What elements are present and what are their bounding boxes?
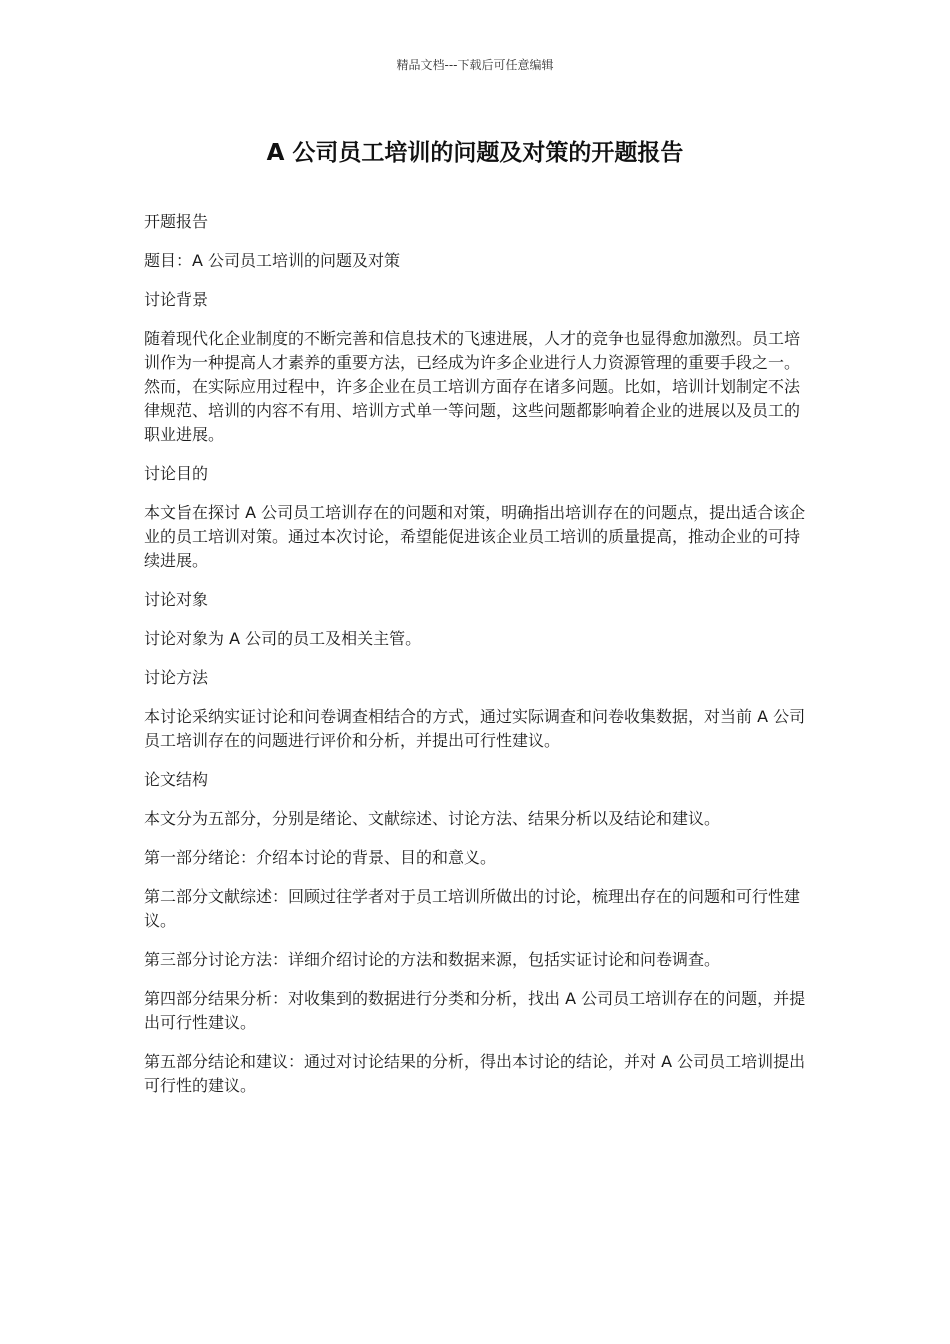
part-four-paragraph: 第四部分结果分析：对收集到的数据进行分类和分析，找出 A 公司员工培训存在的问题，并提出可行性建议。 [144, 989, 806, 1032]
section-heading-purpose: 讨论目的 [144, 464, 209, 483]
part-five-paragraph: 第五部分结论和建议：通过对讨论结果的分析，得出本讨论的结论，并对 A 公司员工培训提出可行性的建议。 [144, 1052, 806, 1095]
topic-line: 题目：A 公司员工培训的问题及对策 [144, 251, 401, 270]
document-title: A 公司员工培训的问题及对策的开题报告 [266, 140, 684, 166]
header-note: 精品文档---下载后可任意编辑 [396, 58, 554, 72]
purpose-paragraph: 本文旨在探讨 A 公司员工培训存在的问题和对策，明确指出培训存在的问题点，提出适合该企业的员工培训对策。通过本次讨论，希望能促进该企业员工培训的质量提高，推动企业的可持续进展。 [144, 503, 806, 570]
section-heading-structure: 论文结构 [144, 770, 209, 789]
section-heading-method: 讨论方法 [144, 668, 209, 687]
part-one-paragraph: 第一部分绪论：介绍本讨论的背景、目的和意义。 [144, 848, 497, 867]
method-paragraph: 本讨论采纳实证讨论和问卷调查相结合的方式，通过实际调查和问卷收集数据，对当前 A 公司员工培训存在的问题进行评价和分析，并提出可行性建议。 [144, 707, 806, 750]
structure-paragraph: 本文分为五部分，分别是绪论、文献综述、讨论方法、结果分析以及结论和建议。 [144, 809, 721, 828]
section-heading-background: 讨论背景 [144, 290, 209, 309]
part-three-paragraph: 第三部分讨论方法：详细介绍讨论的方法和数据来源，包括实证讨论和问卷调查。 [144, 950, 721, 969]
section-label-proposal: 开题报告 [144, 212, 209, 231]
subject-paragraph: 讨论对象为 A 公司的员工及相关主管。 [144, 629, 422, 648]
part-two-paragraph: 第二部分文献综述：回顾过往学者对于员工培训所做出的讨论，梳理出存在的问题和可行性建议。 [144, 887, 801, 930]
document-body [144, 210, 806, 1113]
section-heading-subject: 讨论对象 [144, 590, 209, 609]
background-paragraph: 随着现代化企业制度的不断完善和信息技术的飞速进展，人才的竞争也显得愈加激烈。员工培训作为一种提高人才素养的重要方法，已经成为许多企业进行人力资源管理的重要手段之一。然而，在实际应用过程中，许多企业在员工培训方面存在诸多问题。比如，培训计划制定不法律规范、培训的内容不有用、培训方式单一等问题，这些问题都影响着企业的进展以及员工的职业进展。 [144, 329, 801, 444]
